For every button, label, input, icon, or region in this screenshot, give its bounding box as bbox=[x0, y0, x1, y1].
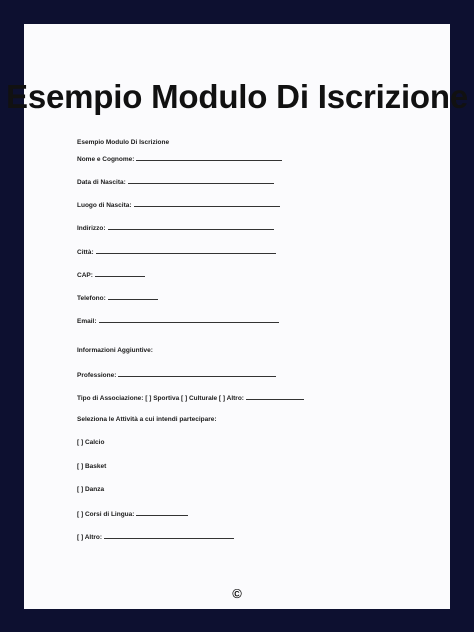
field-phone bbox=[77, 292, 158, 303]
field-label: Indirizzo: bbox=[77, 225, 106, 232]
activities-prompt: Seleziona le Attività a cui intendi partecipare: bbox=[77, 416, 217, 423]
field-label: Data di Nascita: bbox=[77, 179, 126, 186]
field-label[interactable]: [ ] Altro: bbox=[77, 534, 103, 541]
fill-line[interactable] bbox=[246, 392, 304, 400]
activity-danza[interactable]: [ ] Danza bbox=[77, 486, 105, 493]
fill-line[interactable] bbox=[118, 369, 276, 377]
field-profession bbox=[77, 369, 276, 380]
field-birth-date bbox=[77, 176, 274, 187]
activity-language-courses bbox=[77, 508, 188, 519]
field-label[interactable]: [ ] Corsi di Lingua: bbox=[77, 511, 135, 518]
field-label: Tipo di Associazione: [ ] Sportiva [ ] Culturale [ ] Altro: bbox=[77, 395, 244, 402]
fill-line[interactable] bbox=[128, 176, 274, 184]
fill-line[interactable] bbox=[134, 199, 280, 207]
copyright-symbol: © bbox=[232, 586, 242, 601]
fill-line[interactable] bbox=[136, 508, 188, 516]
field-label: Nome e Cognome: bbox=[77, 156, 135, 163]
fill-line[interactable] bbox=[104, 531, 234, 539]
field-association-type bbox=[77, 392, 304, 403]
field-label: CAP: bbox=[77, 272, 93, 279]
activity-calcio[interactable]: [ ] Calcio bbox=[77, 439, 105, 446]
activity-other bbox=[77, 531, 234, 542]
field-label: Telefono: bbox=[77, 295, 106, 302]
field-cap bbox=[77, 269, 145, 280]
field-label: Email: bbox=[77, 318, 97, 325]
fill-line[interactable] bbox=[108, 292, 158, 300]
fill-line[interactable] bbox=[108, 222, 274, 230]
field-label: Città: bbox=[77, 249, 94, 256]
section-title: Informazioni Aggiuntive: bbox=[77, 347, 153, 354]
fill-line[interactable] bbox=[136, 153, 282, 161]
field-email bbox=[77, 315, 279, 326]
fill-line[interactable] bbox=[95, 269, 145, 277]
form-title: Esempio Modulo Di Iscrizione bbox=[77, 139, 170, 146]
field-birth-place bbox=[77, 199, 280, 210]
field-address bbox=[77, 222, 274, 233]
banner-title: Esempio Modulo Di Iscrizione bbox=[6, 78, 468, 115]
field-label: Professione: bbox=[77, 372, 117, 379]
fill-line[interactable] bbox=[96, 246, 276, 254]
activity-basket[interactable]: [ ] Basket bbox=[77, 463, 107, 470]
field-city bbox=[77, 246, 276, 257]
fill-line[interactable] bbox=[99, 315, 279, 323]
field-label: Luogo di Nascita: bbox=[77, 202, 132, 209]
field-full-name bbox=[77, 153, 282, 164]
